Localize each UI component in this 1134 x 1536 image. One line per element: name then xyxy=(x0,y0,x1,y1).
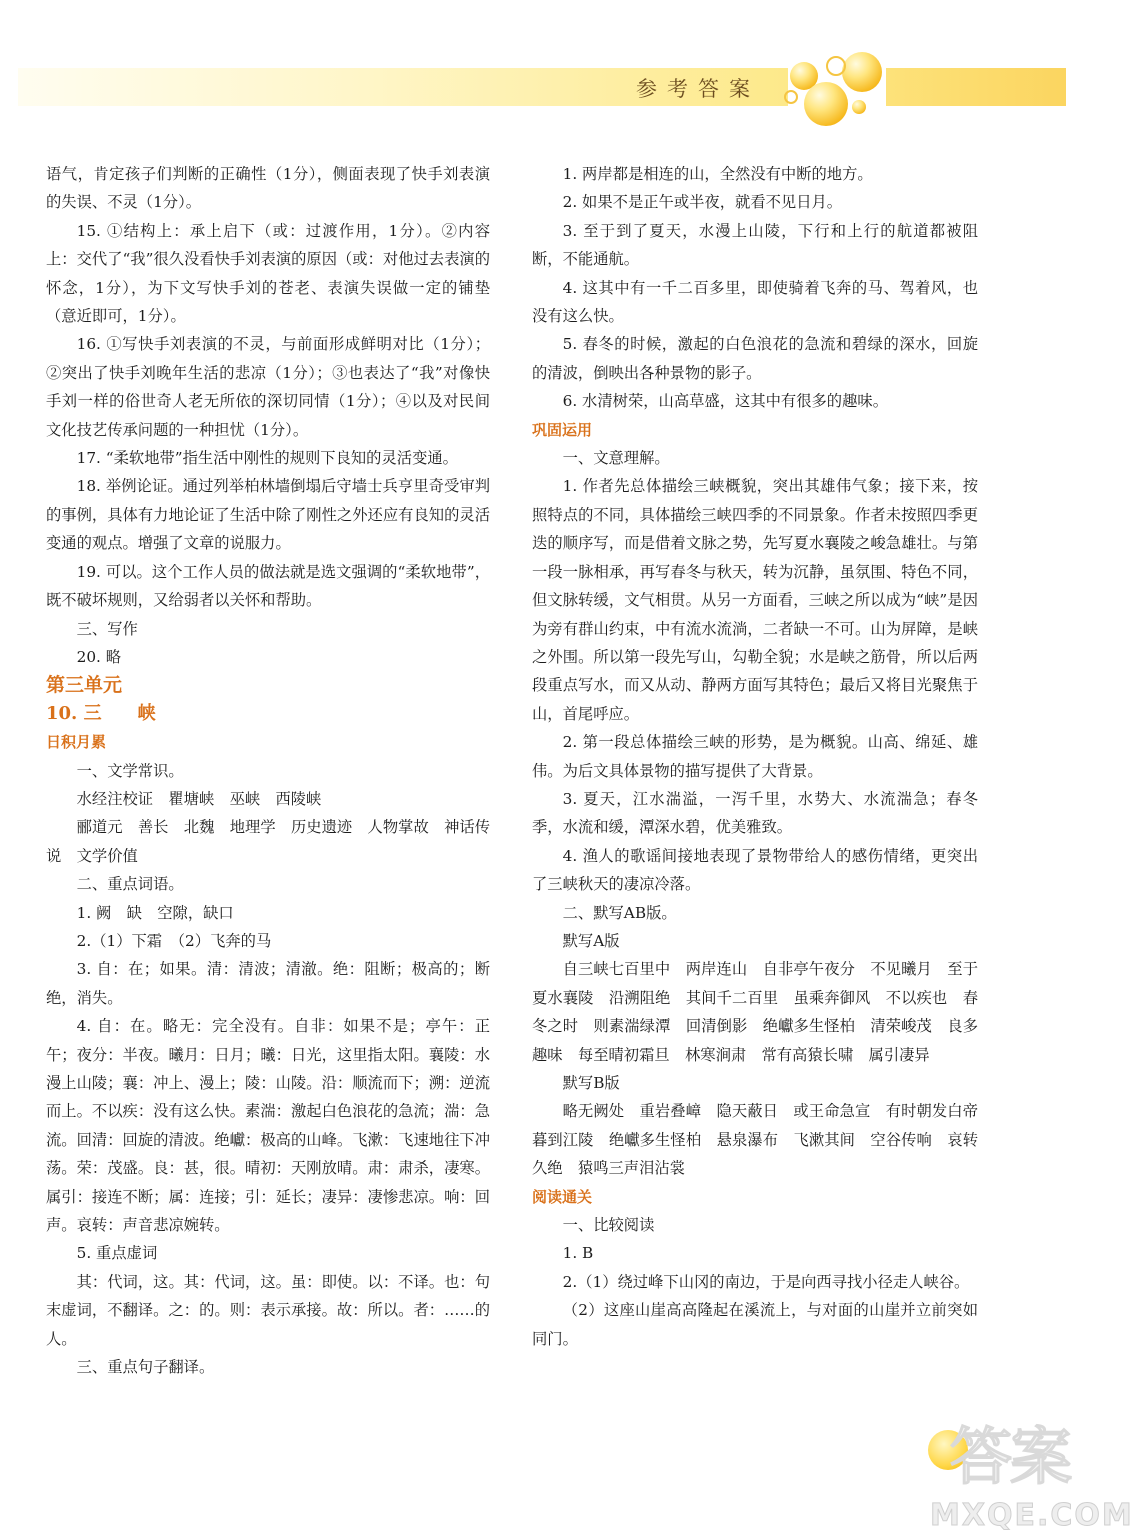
watermark-logo xyxy=(930,1420,1134,1533)
answer-paragraph: 3. 至于到了夏天，水漫上山陵，下行和上行的航道都被阻断，不能通航。 xyxy=(532,221,978,269)
answer-paragraph: 郦道元 善长 北魏 地理学 历史遗迹 人物掌故 神话传说 文学价值 xyxy=(46,818,490,865)
answer-paragraph: 2. 如果不是正午或半夜，就看不见日月。 xyxy=(562,193,843,212)
watermark-char-1: 答 xyxy=(950,1420,1013,1493)
answer-paragraph: 其：代词，这。其：代词，这。虽：即使。以：不译。也：句末虚词，不翻译。之：的。则：表示承接。故：所以。者：……的人。 xyxy=(46,1272,490,1348)
answer-paragraph: 15. ①结构上：承上启下（或：过渡作用，1分）。②内容上：交代了“我”很久没看快手刘表演的原因（或：对他过去表演的怀念，1分），为下文写快手刘的苍老、表演失误做一定的铺垫（意近即可，1分）。 xyxy=(46,221,490,326)
answer-paragraph: 1. 阙 缺 空隙，缺口 xyxy=(76,903,234,922)
section-heading: 巩固运用 xyxy=(532,420,593,439)
answer-paragraph: 4. 渔人的歌谣间接地表现了景物带给人的感伤情绪，更突出了三峡秋天的凄凉冷落。 xyxy=(532,846,978,894)
answer-paragraph: 17. “柔软地带”指生活中刚性的规则下良知的灵活变通。 xyxy=(76,449,458,468)
answer-paragraph: 6. 水清树荣，山高草盛，这其中有很多的趣味。 xyxy=(562,392,888,411)
answer-paragraph: 3. 夏天，江水湍溢，一泻千里，水势大、水流湍急；春冬季，水流和缓，潭深水碧，优美雅致。 xyxy=(532,789,978,837)
section-heading: 日积月累 xyxy=(46,733,107,752)
answer-paragraph: 2. 第一段总体描绘三峡的形势，是为概貌。山高、绵延、雄伟。为后文具体景物的描写提供了大背景。 xyxy=(532,733,978,780)
answer-paragraph: （2）这座山崖高高隆起在溪流上，与对面的山崖并立前突如同门。 xyxy=(532,1301,978,1348)
answer-paragraph: 20. 略 xyxy=(76,647,122,666)
answer-paragraph: 水经注校证 瞿塘峡 巫峡 西陵峡 xyxy=(76,789,322,808)
section-heading: 阅读通关 xyxy=(532,1187,593,1206)
answer-paragraph: 二、重点词语。 xyxy=(76,875,184,894)
watermark-char-2: 案 xyxy=(1010,1420,1073,1493)
answer-paragraph: 一、比较阅读 xyxy=(562,1216,655,1235)
answer-paragraph: 2.（1）绕过峰下山冈的南边，于是向西寻找小径走人峡谷。 xyxy=(562,1272,970,1291)
lesson-title xyxy=(46,700,490,728)
answer-paragraph: 默写A版 xyxy=(562,931,620,950)
answer-paragraph: 三、写作 xyxy=(76,619,138,638)
answer-paragraph: 二、默写AB版。 xyxy=(562,903,677,922)
answer-paragraph: 18. 举例论证。通过列举柏林墙倒塌后守墙士兵亨里奇受审判的事例，具体有力地论证了生活中除了刚性之外还应有良知的灵活变通的观点。增强了文章的说服力。 xyxy=(46,477,490,553)
lesson-title-part-1: 10. 三 xyxy=(46,702,102,724)
right-column xyxy=(532,160,994,1353)
answer-paragraph: 4. 自：在。略无：完全没有。自非：如果不是；亭午：正午；夜分：半夜。曦月：日月；曦：日光，这里指太阳。襄陵：水漫上山陵；襄：冲上、漫上；陵：山陵。沿：顺流而下；溯：逆流而上。不以疾：没有这么快。素湍：激起白色浪花的急流；湍：急流。回清：回旋的清波。绝巘：极高的山峰。飞漱：飞速地往下冲荡。荣：茂盛。良：甚，很。晴初：天刚放晴。肃：肃杀，凄寒。属引：接连不断；属：连接；引：延长；凄异：凄惨悲凉。响：回声。哀转：声音悲凉婉转。 xyxy=(46,1017,490,1235)
answer-paragraph: 1. B xyxy=(562,1244,594,1263)
answer-paragraph: 4. 这其中有一千二百多里，即使骑着飞奔的马、驾着风，也没有这么快。 xyxy=(532,278,978,326)
header-band-right xyxy=(886,68,1066,106)
answer-paragraph: 5. 春冬的时候，激起的白色浪花的急流和碧绿的深水，回旋的清波，倒映出各种景物的影子。 xyxy=(532,335,978,382)
answer-paragraph: 三、重点句子翻译。 xyxy=(76,1358,215,1377)
answer-paragraph: 5. 重点虚词 xyxy=(76,1244,158,1263)
lesson-title-part-2: 峡 xyxy=(137,702,156,724)
answer-paragraph: 1. 两岸都是相连的山，全然没有中断的地方。 xyxy=(562,165,873,183)
answer-paragraph: 3. 自：在；如果。清：清波；清澈。绝：阻断；极高的；断绝，消失。 xyxy=(46,960,490,1007)
answer-paragraph: 略无阙处 重岩叠嶂 隐天蔽日 或王命急宣 有时朝发白帝 暮到江陵 绝巘多生怪柏 悬泉瀑布 飞漱其间 空谷传响 哀转久绝 猿鸣三声泪沾裳 xyxy=(532,1102,994,1178)
answer-paragraph: 1. 作者先总体描绘三峡概貌，突出其雄伟气象；接下来，按照特点的不同，具体描绘三峡四季的不同景象。作者未按照四季更迭的顺序写，而是借着文脉之势，先写夏水襄陵之峻急雄壮。与第一段一脉相承，再写春冬与秋天，转为沉静，虽氛围、特色不同，但文脉转缓，文气相贯。从另一方面看，三峡之所以成为“峡”是因为旁有群山约束，中有流水流淌，二者缺一不可。山为屏障，是峡之外围。所以第一段先写山，勾勒全貌；水是峡之筋骨，所以后两段重点写水，而又从动、静两方面写其特色；最后又将目光聚焦于山，首尾呼应。 xyxy=(532,477,978,723)
answer-paragraph: 默写B版 xyxy=(562,1074,620,1092)
answer-paragraph: 语气，肯定孩子们判断的正确性（1分），侧面表现了快手刘表演的失误、不灵（1分）。 xyxy=(46,165,490,212)
answer-paragraph: 2.（1）下霜 （2）飞奔的马 xyxy=(76,931,272,950)
watermark-site: MXQE.COM xyxy=(930,1498,1134,1533)
answer-paragraph: 一、文学常识。 xyxy=(76,761,184,780)
unit-title: 第三单元 xyxy=(46,674,123,697)
left-column xyxy=(46,160,490,1381)
answer-paragraph: 自三峡七百里中 两岸连山 自非亭午夜分 不见曦月 至于夏水襄陵 沿溯阻绝 其间千二百里 虽乘奔御风 不以疾也 春冬之时 则素湍绿潭 回清倒影 绝巘多生怪柏 清荣峻茂 良多趣味 每至晴初霜旦 林寒涧肃 常有高猿长啸 属引凄异 xyxy=(532,960,978,1064)
answer-paragraph: 19. 可以。这个工作人员的做法就是选文强调的“柔软地带”，既不破坏规则，又给弱者以关怀和帮助。 xyxy=(46,562,490,610)
answer-paragraph: 16. ①写快手刘表演的不灵，与前面形成鲜明对比（1分）；②突出了快手刘晚年生活的悲凉（1分）；③也表达了“我”对像快手刘一样的俗世奇人老无所依的深切同情（1分）；④以及对民间文化技艺传承问题的一种担忧（1分）。 xyxy=(46,335,490,439)
header-title: 参考答案 xyxy=(636,77,760,101)
answer-paragraph: 一、文意理解。 xyxy=(562,449,670,468)
